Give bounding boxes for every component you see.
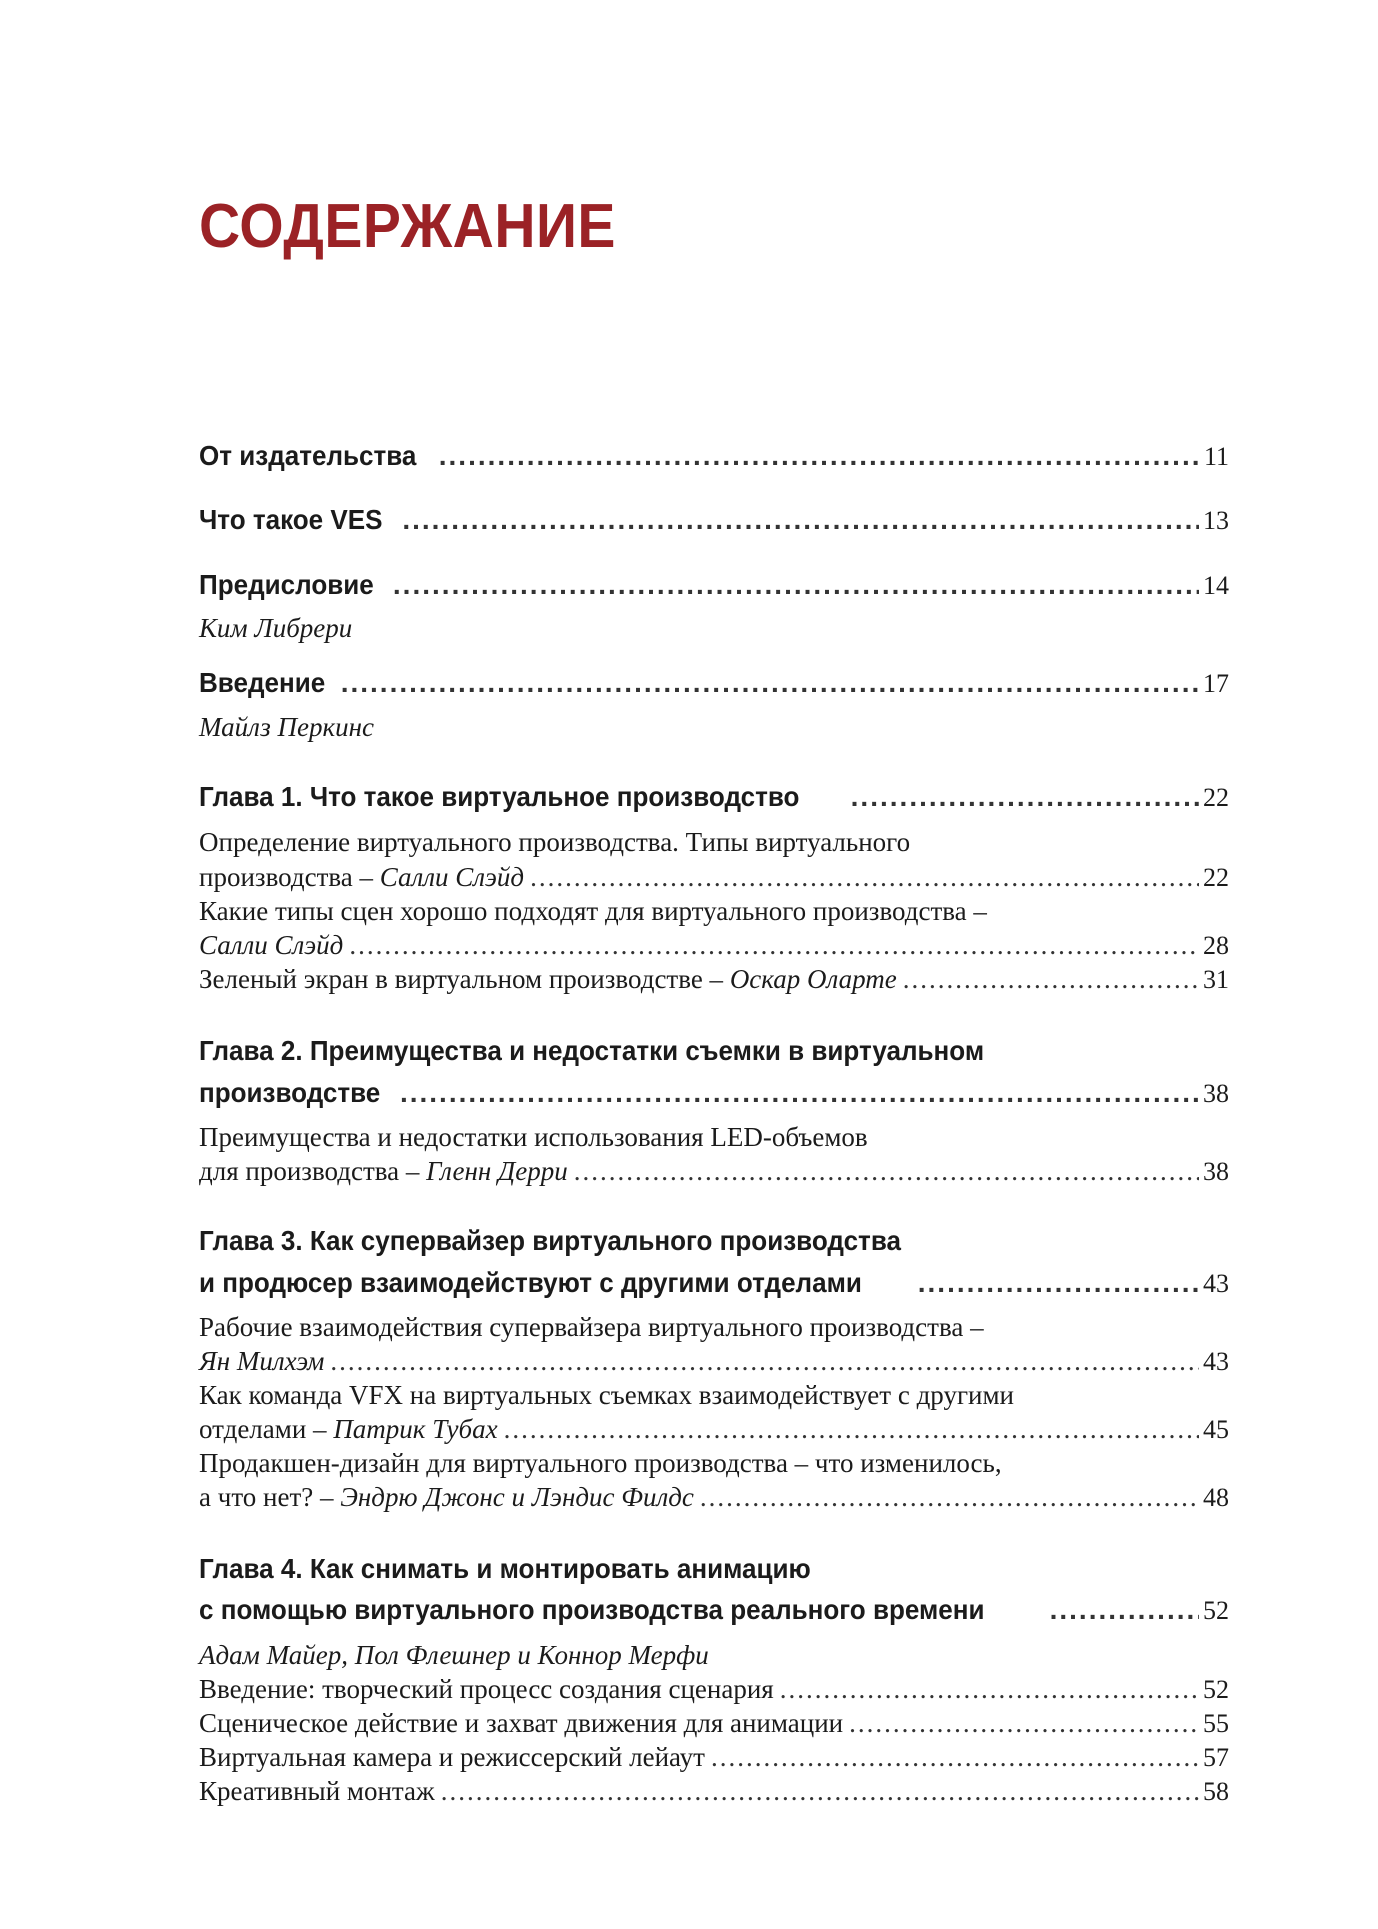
toc-item-1-1[interactable]: производства – Салли Слэйд ..... 22 [199,862,1229,893]
toc-entry-foreword[interactable] [199,569,1229,601]
entry-title: Предисловие [199,569,374,600]
toc-chapter-4[interactable] [199,1594,1229,1626]
entry-title: Введение [199,667,326,698]
page-number: 43 [1203,1269,1229,1298]
toc-chapter-4-line1[interactable] [199,1553,1229,1585]
toc-item-3-1[interactable] [199,1346,1229,1377]
chapter-title: производстве [199,1077,381,1108]
toc-item-line: Рабочие взаимодействия супервайзера виртуального производства – [199,1312,984,1342]
item-author: Эндрю Джонс и Лэндис Филдс [340,1482,694,1512]
toc-item-1-2[interactable] [199,930,1229,961]
item-author: Салли Слэйд [379,862,525,892]
toc-chapter-3-line1[interactable] [199,1225,1229,1257]
page-number: 38 [1203,1079,1229,1108]
toc-item-1-3[interactable]: Зеленый экран в виртуальном производстве – Оскар Оларте ..... 31 [199,964,1229,995]
toc-chapter-1[interactable] [199,781,1229,813]
page-number: 52 [1203,1596,1229,1625]
entry-author: Ким Либрери [199,613,353,643]
page-number: 57 [1203,1743,1229,1772]
toc-item-4-3[interactable]: Виртуальная камера и режиссерский лейаут ..... 57 [199,1742,1229,1773]
chapter-title: Глава 1. Что такое виртуальное производство [199,781,800,812]
chapter-title: Глава 4. Как снимать и монтировать анимацию [199,1553,811,1584]
page-number: 11 [1203,442,1229,471]
page-number: 38 [1203,1157,1229,1186]
page-number: 58 [1203,1777,1229,1806]
toc-item-line: Какие типы сцен хорошо подходят для виртуального производства – [199,896,987,926]
page-number: 14 [1203,571,1229,600]
toc-item-4-2[interactable]: Сценическое действие и захват движения для анимации ..... 55 [199,1708,1229,1739]
toc-item-4-4[interactable]: Креативный монтаж ..... 58 [199,1776,1229,1807]
chapter-title: с помощью виртуального производства реального времени [199,1594,985,1625]
entry-title: От издательства [199,440,417,471]
page-number: 22 [1203,863,1229,892]
chapter-title: и продюсер взаимодействуют с другими отделами [199,1267,862,1298]
page-number: 13 [1203,506,1229,535]
toc-entry-ves[interactable] [199,504,1229,536]
page-number: 22 [1203,783,1229,812]
page-number: 17 [1203,669,1229,698]
toc-chapter-3[interactable] [199,1267,1229,1299]
toc-item-4-1[interactable]: Введение: творческий процесс создания сценария ..... 52 [199,1674,1229,1705]
item-author: Гленн Дерри [426,1156,568,1186]
toc-item-line: Преимущества и недостатки использования LED-объемов [199,1122,868,1152]
toc-chapter-2-line1[interactable] [199,1035,1229,1067]
item-author: Оскар Оларте [729,964,897,994]
toc-entry-introduction[interactable] [199,667,1229,699]
entry-author: Майлз Перкинс [199,712,374,742]
page-number: 52 [1203,1675,1229,1704]
item-author: Ян Милхэм [199,1346,325,1376]
page-number: 55 [1203,1709,1229,1738]
chapter-title: Глава 3. Как супервайзер виртуального производства [199,1225,901,1256]
chapter-author: Адам Майер, Пол Флешнер и Коннор Мерфи [199,1640,709,1670]
item-author: Салли Слэйд [199,930,344,960]
chapter-title: Глава 2. Преимущества и недостатки съемки в виртуальном [199,1035,985,1066]
toc-item-line: Определение виртуального производства. Типы виртуального [199,827,911,857]
toc-item-3-2[interactable]: отделами – Патрик Тубах ..... 45 [199,1414,1229,1445]
entry-title: Что такое VES [199,504,383,535]
toc-entry-publisher[interactable] [199,440,1229,472]
page-number: 48 [1203,1483,1229,1512]
toc-item-line: Продакшен-дизайн для виртуального производства – что изменилось, [199,1448,1002,1478]
toc-item-line: Как команда VFX на виртуальных съемках взаимодействует с другими [199,1380,1015,1410]
item-author: Патрик Тубах [333,1414,498,1444]
page-number: 28 [1203,931,1229,960]
toc-item-2-1[interactable]: для производства – Гленн Дерри ..... 38 [199,1156,1229,1187]
toc-item-3-3[interactable]: а что нет? – Эндрю Джонс и Лэндис Филдс ..... 48 [199,1482,1229,1513]
page-number: 43 [1203,1347,1229,1376]
page-number: 31 [1203,965,1229,994]
toc-chapter-2[interactable] [199,1077,1229,1109]
page-number: 45 [1203,1415,1229,1444]
page-title: СОДЕРЖАНИЕ [199,192,616,261]
